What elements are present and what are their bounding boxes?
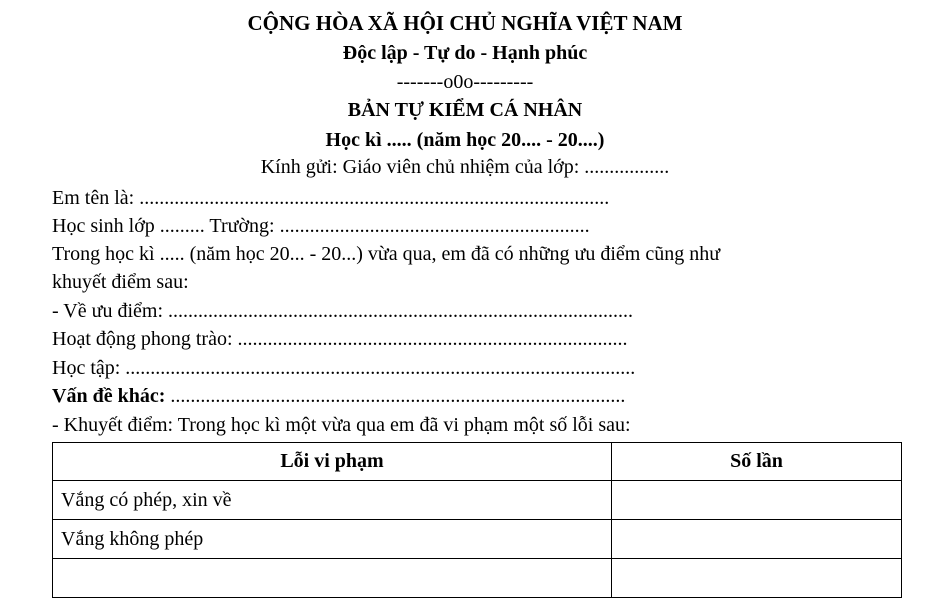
term-line: Học kì ..... (năm học 20.... - 20....) — [325, 129, 605, 151]
other-issues-label: Vấn đề khác: — [52, 385, 166, 407]
strengths-line: - Về ưu điểm: ............................................................................................. — [52, 300, 634, 322]
other-issues-dots: ........................................................................................... — [165, 385, 626, 407]
country-heading: CỘNG HÒA XÃ HỘI CHỦ NGHĨA VIỆT NAM — [247, 11, 683, 35]
weaknesses-line: - Khuyết điểm: Trong học kì một vừa qua em đã vi phạm một số lỗi sau: — [52, 414, 631, 436]
count-cell[interactable] — [612, 559, 902, 598]
activities-line: Hoạt động phong trào: .............................................................................. — [52, 328, 628, 350]
motto: Độc lập - Tự do - Hạnh phúc — [342, 42, 588, 64]
name-line: Em tên là: .............................................................................................. — [52, 187, 610, 209]
table-row — [53, 559, 902, 598]
violations-table — [52, 442, 902, 598]
separator: -------o0o--------- — [396, 71, 534, 93]
class-school-line: Học sinh lớp ......... Trường: .............................................................. — [52, 215, 590, 237]
count-cell[interactable] — [612, 481, 902, 520]
document-title: BẢN TỰ KIỂM CÁ NHÂN — [347, 99, 583, 121]
violation-cell: Vắng không phép — [53, 520, 612, 559]
count-cell[interactable] — [612, 520, 902, 559]
table-row — [53, 520, 902, 559]
intro-line-1: Trong học kì ..... (năm học 20... - 20...) vừa qua, em đã có những ưu điểm cũng như — [52, 243, 721, 265]
table-header-row — [53, 443, 902, 481]
greeting-line: Kính gửi: Giáo viên chủ nhiệm của lớp: ................. — [260, 156, 670, 178]
table-row — [53, 481, 902, 520]
violation-cell — [53, 559, 612, 598]
other-issues-line — [52, 384, 625, 408]
header-count: Số lần — [612, 443, 902, 481]
study-line: Học tập: ...................................................................................................... — [52, 357, 636, 379]
violation-cell: Vắng có phép, xin về — [53, 481, 612, 520]
header-violation: Lỗi vi phạm — [53, 443, 612, 481]
intro-line-2: khuyết điểm sau: — [52, 271, 189, 293]
